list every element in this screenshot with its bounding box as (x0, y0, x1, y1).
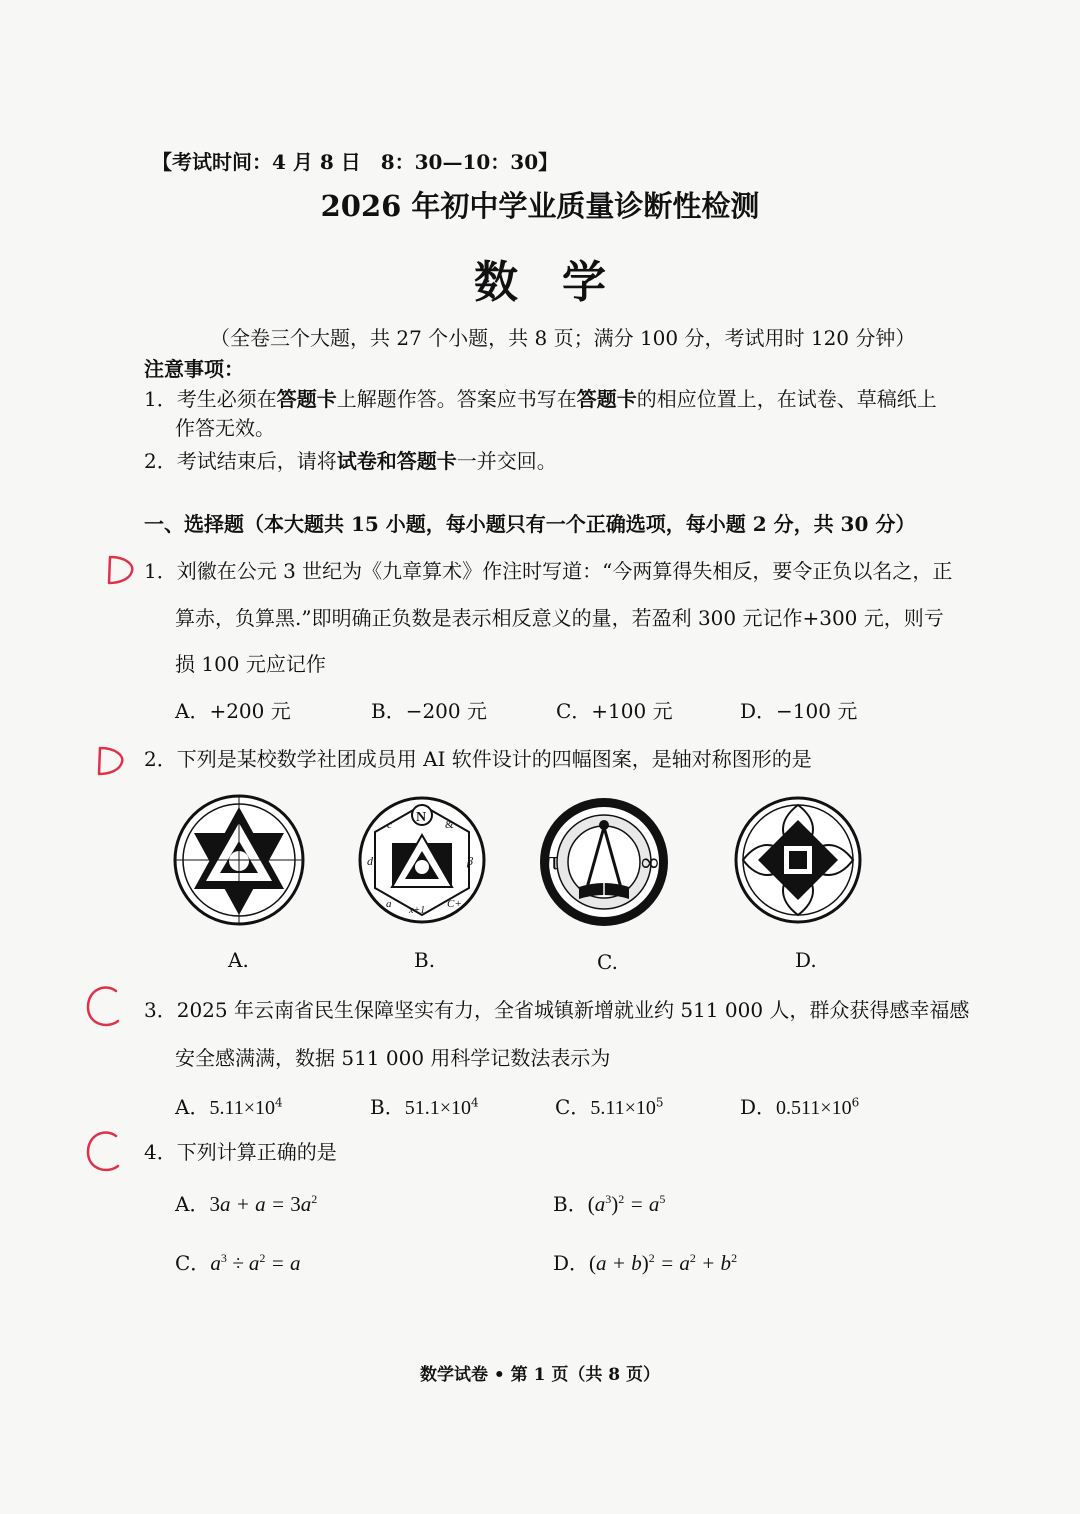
figure-label-c: C. (597, 950, 618, 974)
question-1-line1: 1．刘徽在公元 3 世纪为《九章算术》作注时写道：“今两算得失相反，要令正负以名之，正 (144, 559, 953, 583)
handwritten-answer-q1 (104, 553, 138, 591)
question-2-stem: 2．下列是某校数学社团成员用 AI 软件设计的四幅图案，是轴对称图形的是 (144, 747, 812, 771)
svg-text:π: π (545, 846, 559, 875)
note-item-1: 1．考生必须在答题卡上解题作答。答案应书写在答题卡的相应位置上，在试卷、草稿纸上 (144, 387, 937, 411)
svg-text:a: a (386, 898, 392, 910)
svg-text:c: c (387, 819, 392, 831)
figure-label-d: D. (795, 948, 817, 972)
q1-option-c: C．+100 元 (556, 699, 673, 723)
exam-title: 2026 年初中学业质量诊断性检测 (320, 189, 760, 223)
svg-text:β: β (467, 854, 473, 868)
q3-option-b: B．$51.1\times 10^4$ (370, 1095, 479, 1119)
question-1-line2: 算赤，负算黑.”即明确正负数是表示相反意义的量，若盈利 300 元记作+300 元，则亏 (175, 606, 944, 630)
figure-c (537, 795, 671, 933)
question-1-line3: 损 100 元应记作 (175, 652, 326, 676)
figure-a (172, 793, 306, 931)
q4-option-a: A．$3a + a = 3a^2$ (175, 1192, 318, 1216)
notes-heading: 注意事项： (144, 357, 244, 381)
svg-text:&: & (445, 819, 454, 831)
svg-text:∞: ∞ (639, 848, 661, 878)
q4-option-d: D．$(a + b)^2 = a^2 + b^2$ (553, 1251, 738, 1275)
q3-option-c: C．$5.11\times 10^5$ (555, 1095, 664, 1119)
question-3-line2: 安全感满满，数据 511 000 用科学记数法表示为 (175, 1046, 611, 1070)
q1-option-b: B．−200 元 (371, 699, 487, 723)
handwritten-answer-q4 (84, 1128, 124, 1180)
note-item-1-line2: 作答无效。 (175, 416, 275, 440)
svg-text:d: d (367, 854, 373, 868)
question-4-stem: 4．下列计算正确的是 (144, 1140, 337, 1164)
subject-title: 数 学 (474, 257, 606, 308)
figure-d (733, 795, 863, 929)
svg-text:x+1: x+1 (409, 905, 426, 916)
exam-info: （全卷三个大题，共 27 个小题，共 8 页；满分 100 分，考试用时 120 分钟） (210, 326, 916, 350)
q1-option-a: A．+200 元 (175, 699, 291, 723)
svg-text:N: N (416, 810, 427, 825)
q4-option-b: B．$(a^3)^2 = a^5$ (553, 1192, 666, 1216)
q4-option-c: C．$a^3 \div a^2 = a$ (175, 1251, 301, 1275)
figure-label-b: B. (414, 948, 436, 972)
q1-option-d: D．−100 元 (740, 699, 858, 723)
question-3-line1: 3．2025 年云南省民生保障坚实有力，全省城镇新增就业约 511 000 人，群众获得感幸福感 (144, 998, 970, 1022)
page-footer: 数学试卷 • 第 1 页（共 8 页） (419, 1365, 661, 1385)
q3-option-a: A．$5.11\times 10^4$ (175, 1095, 283, 1119)
figure-label-a: A. (228, 948, 249, 972)
figure-b (357, 795, 487, 929)
svg-text:C+: C+ (447, 898, 462, 910)
handwritten-answer-q3 (84, 983, 124, 1035)
handwritten-answer-q2 (94, 744, 128, 782)
note-item-2: 2．考试结束后，请将试卷和答题卡一并交回。 (144, 449, 557, 473)
exam-time: 【考试时间：4 月 8 日 8：30—10：30】 (152, 150, 559, 174)
q3-option-d: D．$0.511\times 10^6$ (740, 1095, 860, 1119)
section-heading: 一、选择题（本大题共 15 小题，每小题只有一个正确选项，每小题 2 分，共 30 分） (144, 512, 916, 536)
